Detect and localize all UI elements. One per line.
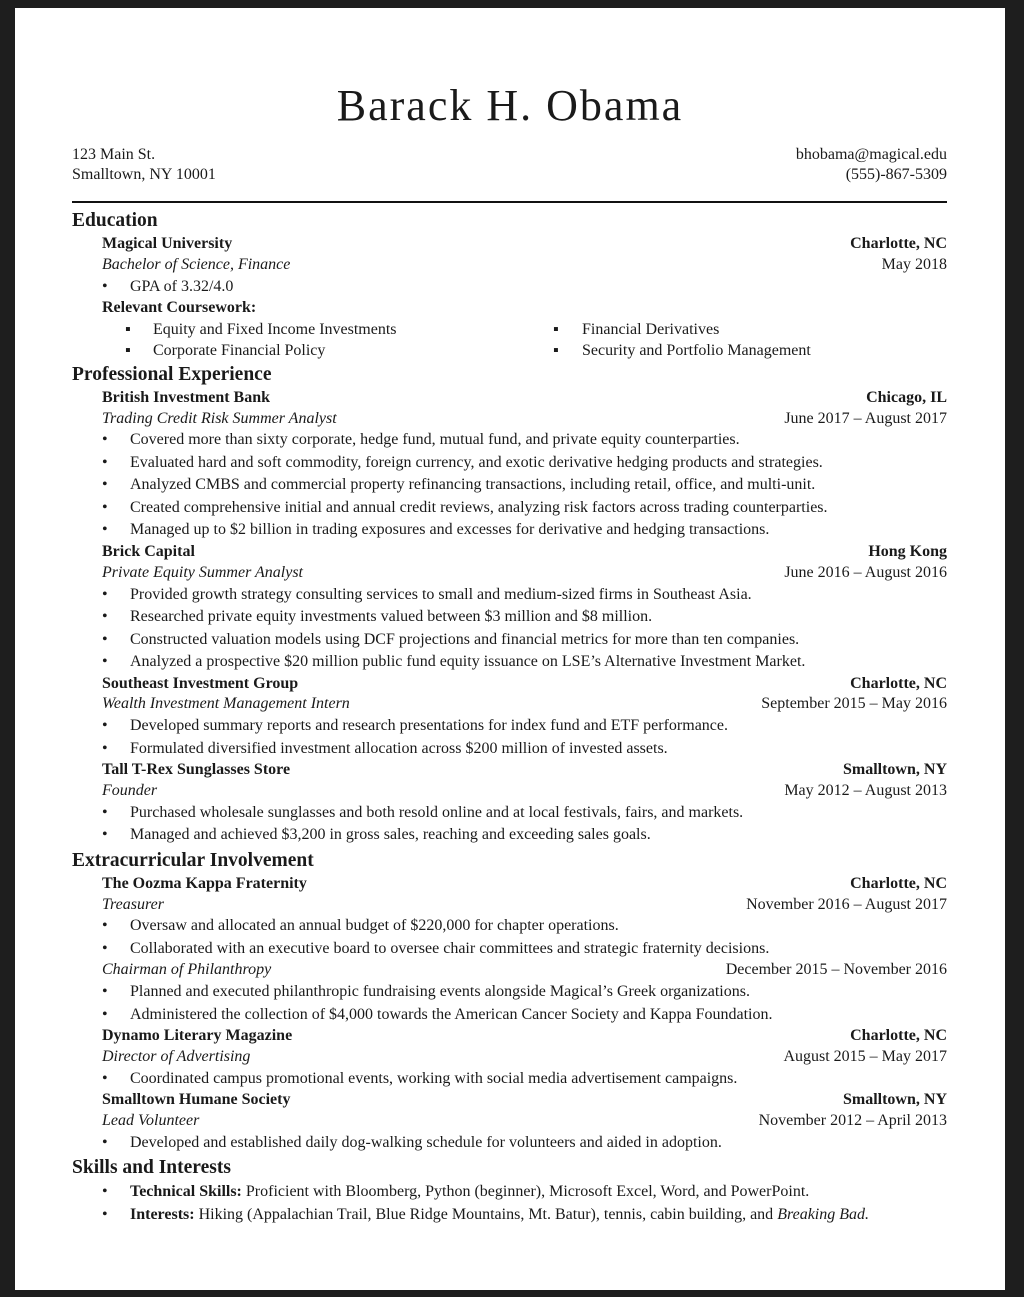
job-bullets xyxy=(72,429,947,542)
section-title-extracurricular: Extracurricular Involvement xyxy=(72,849,314,871)
bullet: • Managed up to $2 billion in trading exposures and excesses for derivative and hedging transactions. xyxy=(130,519,947,542)
bullet: • Evaluated hard and soft commodity, foreign currency, and exotic derivative hedging products and strategies. xyxy=(130,452,947,475)
bullet: • Formulated diversified investment allocation across $200 million of invested assets. xyxy=(130,738,947,761)
address-line-2: Smalltown, NY 10001 xyxy=(72,166,216,183)
activity-role: Chairman of Philanthropy xyxy=(102,961,272,979)
activity-subrole xyxy=(72,960,947,981)
job-role: Private Equity Summer Analyst xyxy=(102,563,303,581)
bullet: • Covered more than sixty corporate, hedge fund, mutual fund, and private equity counterparties. xyxy=(130,429,947,452)
bullet: • Planned and executed philanthropic fundraising events alongside Magical’s Greek organizations. xyxy=(130,981,947,1004)
activity-location: Charlotte, NC xyxy=(850,1027,947,1045)
activity-bullets xyxy=(72,981,947,1026)
skills-technical-text: Proficient with Bloomberg, Python (beginner), Microsoft Excel, Word, and PowerPoint. xyxy=(245,1183,810,1201)
job-entry xyxy=(72,674,947,716)
bullet: • Administered the collection of $4,000 towards the American Cancer Society and Kappa Foundation. xyxy=(130,1004,947,1027)
education-bullets xyxy=(72,276,947,299)
bullet: • Analyzed a prospective $20 million public fund equity issuance on LSE’s Alternative Investment Market. xyxy=(130,651,947,674)
skills-interests-label: Interests: xyxy=(130,1205,195,1223)
skills-technical-label: Technical Skills: xyxy=(130,1183,242,1201)
coursework-item: Corporate Financial Policy xyxy=(153,341,326,359)
activity-location: Charlotte, NC xyxy=(850,874,947,892)
coursework-item: Equity and Fixed Income Investments xyxy=(153,320,397,338)
skills-interests-text: Hiking (Appalachian Trail, Blue Ridge Mountains, Mt. Batur), tennis, cabin building, and xyxy=(198,1205,774,1223)
education-entry xyxy=(72,234,947,276)
bullet: • Coordinated campus promotional events, working with social media advertisement campaigns. xyxy=(130,1068,947,1091)
job-location: Charlotte, NC xyxy=(850,674,947,692)
email: bhobama@magical.edu xyxy=(795,146,947,163)
bullet: • Provided growth strategy consulting services to small and medium-sized firms in Southeast Asia. xyxy=(130,584,947,607)
activity-org: The Oozma Kappa Fraternity xyxy=(102,874,307,892)
coursework-label: Relevant Coursework: xyxy=(102,299,257,317)
skills-interests xyxy=(130,1204,947,1227)
bullet: • Oversaw and allocated an annual budget of $220,000 for chapter operations. xyxy=(130,915,947,938)
activity-location: Smalltown, NY xyxy=(842,1091,947,1109)
job-org: Tall T-Rex Sunglasses Store xyxy=(102,761,291,779)
activity-bullets xyxy=(72,1068,947,1091)
job-entry xyxy=(72,388,947,430)
resume-name: Barack H. Obama xyxy=(336,81,684,130)
activity-org: Smalltown Humane Society xyxy=(102,1091,291,1109)
activity-role: Treasurer xyxy=(102,895,164,913)
resume-page xyxy=(15,8,1005,1290)
bullet: • Managed and achieved $3,200 in gross sales, reaching and exceeding sales goals. xyxy=(130,824,947,847)
section-title-education: Education xyxy=(72,210,158,231)
school-name: Magical University xyxy=(102,235,233,252)
coursework-item: Security and Portfolio Management xyxy=(582,341,811,359)
job-org: British Investment Bank xyxy=(102,388,271,406)
job-role: Wealth Investment Management Intern xyxy=(102,695,350,713)
resume-body xyxy=(72,207,947,1226)
activity-role: Lead Volunteer xyxy=(102,1112,200,1130)
section-title-experience: Professional Experience xyxy=(72,363,272,385)
bullet: • Collaborated with an executive board to oversee chair committees and strategic fraternity decisions. xyxy=(130,938,947,961)
job-date: June 2017 – August 2017 xyxy=(784,409,947,427)
bullet: • Constructed valuation models using DCF projections and financial metrics for more than ten companies. xyxy=(130,629,947,652)
job-location: Hong Kong xyxy=(868,542,947,560)
job-role: Founder xyxy=(102,781,158,799)
activity-date: November 2016 – August 2017 xyxy=(746,895,947,913)
school-location: Charlotte, NC xyxy=(850,235,947,252)
degree: Bachelor of Science, Finance xyxy=(102,255,291,273)
header-divider xyxy=(72,201,947,203)
bullet: • Developed summary reports and research presentations for index fund and ETF performance. xyxy=(130,715,947,738)
job-bullets xyxy=(72,715,947,760)
coursework-row: ▪ Equity and Fixed Income Investments ▪ Financial Derivatives xyxy=(125,320,720,338)
job-location: Chicago, IL xyxy=(866,388,947,406)
activity-date: November 2012 – April 2013 xyxy=(758,1112,947,1130)
bullet: • Analyzed CMBS and commercial property refinancing transactions, including retail, office, and multi-unit. xyxy=(130,474,947,497)
activity-bullets xyxy=(72,1132,947,1155)
job-entry xyxy=(72,542,947,584)
bullet: • Developed and established daily dog-walking schedule for volunteers and aided in adoption. xyxy=(130,1132,947,1155)
gpa: • GPA of 3.32/4.0 xyxy=(130,276,947,299)
skills-bullets xyxy=(72,1181,947,1226)
phone: (555)-867-5309 xyxy=(845,166,947,183)
activity-date: December 2015 – November 2016 xyxy=(725,961,947,979)
activity-entry xyxy=(72,1090,947,1132)
activity-role: Director of Advertising xyxy=(102,1047,251,1065)
activity-entry xyxy=(72,874,947,916)
contact-block xyxy=(796,145,947,185)
job-org: Brick Capital xyxy=(102,542,195,560)
skills-interests-italic: Breaking Bad. xyxy=(777,1205,870,1223)
coursework-item: Financial Derivatives xyxy=(582,320,720,338)
coursework-row: ▪ Corporate Financial Policy ▪ Security and Portfolio Management xyxy=(125,341,811,359)
job-date: June 2016 – August 2016 xyxy=(784,563,947,581)
activity-org: Dynamo Literary Magazine xyxy=(102,1027,293,1045)
section-title-skills: Skills and Interests xyxy=(72,1157,231,1179)
activity-entry xyxy=(72,1026,947,1068)
address-line-1: 123 Main St. xyxy=(72,146,156,163)
skills-technical xyxy=(130,1181,947,1204)
bullet: • Researched private equity investments valued between $3 million and $8 million. xyxy=(130,606,947,629)
graduation-date: May 2018 xyxy=(881,255,947,273)
job-location: Smalltown, NY xyxy=(842,761,947,779)
job-entry xyxy=(72,760,947,802)
job-bullets xyxy=(72,802,947,847)
job-role: Trading Credit Risk Summer Analyst xyxy=(102,409,337,427)
job-org: Southeast Investment Group xyxy=(102,674,299,692)
job-date: September 2015 – May 2016 xyxy=(761,695,947,713)
bullet: • Purchased wholesale sunglasses and both resold online and at local festivals, fairs, and markets. xyxy=(130,802,947,825)
activity-date: August 2015 – May 2017 xyxy=(783,1047,947,1065)
bullet: • Created comprehensive initial and annual credit reviews, analyzing risk factors across trading counterparties. xyxy=(130,497,947,520)
address-block xyxy=(72,145,216,185)
job-date: May 2012 – August 2013 xyxy=(784,781,947,799)
activity-bullets xyxy=(72,915,947,960)
job-bullets xyxy=(72,584,947,674)
